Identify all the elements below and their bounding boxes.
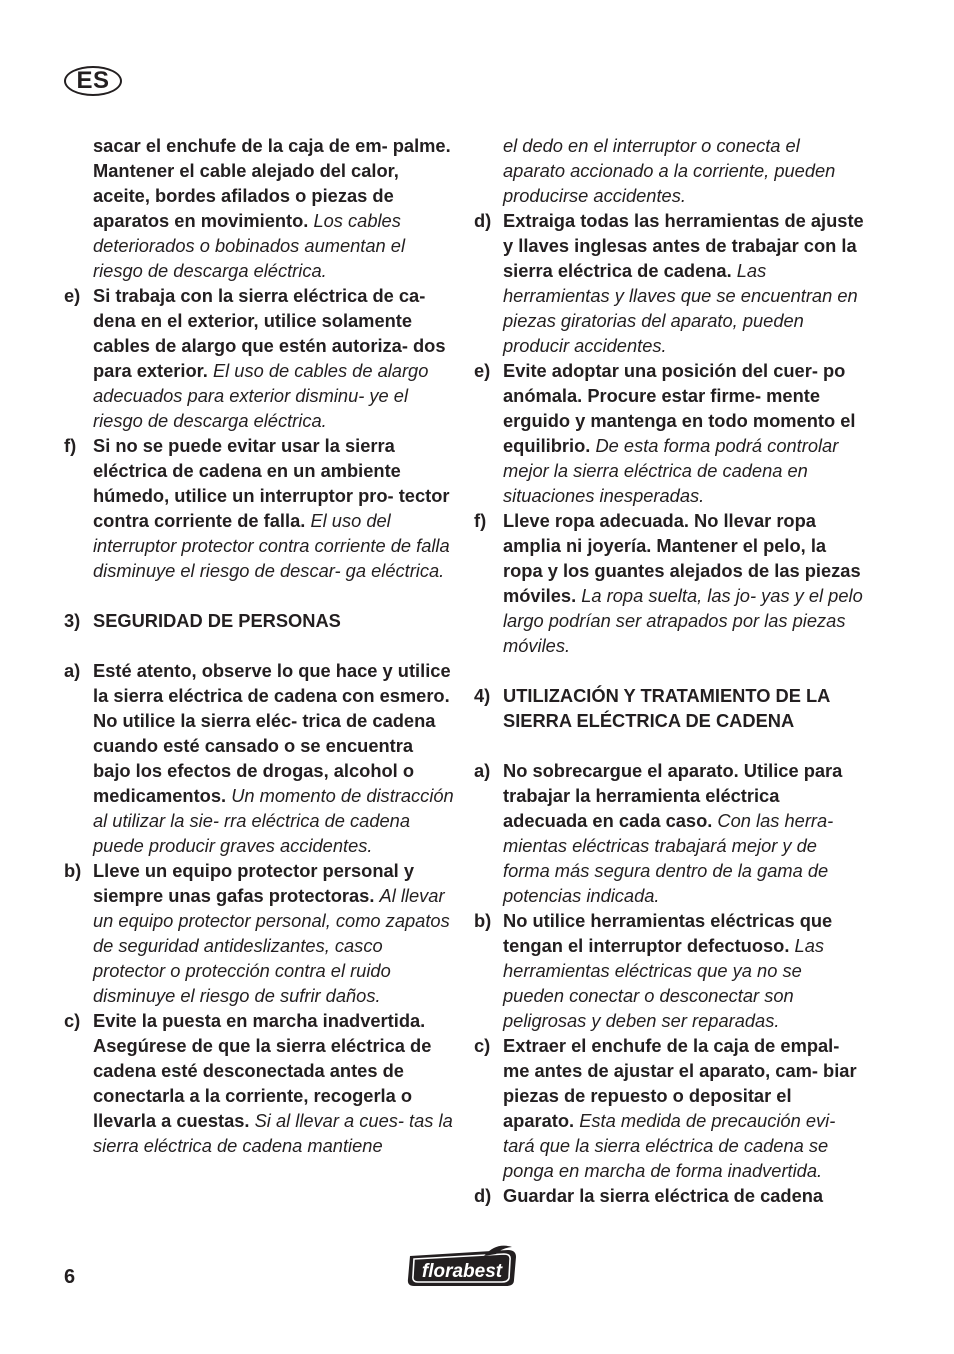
item-marker: c): [64, 1010, 81, 1031]
explanation-text: Si al llevar a cues- tas la sierra eléctrica de cadena mantiene: [93, 1110, 453, 1156]
section-number: 4): [474, 685, 491, 706]
item-marker: d): [474, 1185, 492, 1206]
explanation-text: De esta forma podrá controlar mejor la sierra eléctrica de cadena en situaciones inesperadas.: [503, 435, 839, 506]
explanation-text: Esta medida de precaución evi- tará que la sierra eléctrica de cadena se ponga en marcha de forma inadvertida.: [503, 1110, 836, 1181]
left-column: [64, 133, 454, 1158]
item-marker: e): [474, 360, 491, 381]
list-item-e: [64, 283, 454, 433]
instruction-text: Extraiga todas las herramientas de ajuste y llaves inglesas antes de trabajar con la sierra eléctrica de cadena.: [503, 210, 864, 281]
explanation-text: el dedo en el interruptor o conecta el aparato accionado a la corriente, pueden producirse accidentes.: [503, 135, 836, 206]
right-column: [474, 133, 866, 1208]
continuation-paragraph: [64, 133, 454, 283]
instruction-text: Evite la puesta en marcha inadvertida. Asegúrese de que la sierra eléctrica de cadena esté desconectada antes de conectarla a la corriente, recogerla o llevarla a cuestas.: [93, 1010, 432, 1131]
item-marker: f): [64, 435, 77, 456]
section-number: 3): [64, 610, 81, 631]
item-marker: b): [474, 910, 492, 931]
language-badge: ES: [64, 66, 122, 96]
instruction-text: No utilice herramientas eléctricas que tengan el interruptor defectuoso.: [503, 910, 833, 956]
list-item-f: [64, 433, 454, 583]
explanation-text: El uso de cables de alargo adecuados para exterior disminu- ye el riesgo de descarga eléctrica.: [93, 360, 429, 431]
explanation-text: El uso del interruptor protector contra corriente de falla disminuye el riesgo de descar- ga eléctrica.: [93, 510, 450, 581]
list-item-3e: [474, 358, 866, 508]
explanation-text: Los cables deteriorados o bobinados aumentan el riesgo de descarga eléctrica.: [93, 210, 406, 281]
explanation-text: La ropa suelta, las jo- yas y el pelo largo podrían ser atrapados por las piezas móviles.: [503, 585, 863, 656]
instruction-text: No sobrecargue el aparato. Utilice para trabajar la herramienta eléctrica adecuada en cada caso.: [503, 760, 843, 831]
explanation-text: Al llevar un equipo protector personal, como zapatos de seguridad antideslizantes, casco protector o protección contra el ruido disminuye el riesgo de sufrir daños.: [93, 885, 450, 1006]
section-title: UTILIZACIÓN Y TRATAMIENTO DE LA SIERRA ELÉCTRICA DE CADENA: [503, 685, 830, 731]
continuation-paragraph: [474, 133, 866, 208]
instruction-text: Guardar la sierra eléctrica de cadena: [503, 1185, 824, 1206]
explanation-text: Un momento de distracción al utilizar la sie- rra eléctrica de cadena puede producir graves accidentes.: [93, 785, 454, 856]
list-item-3a: [64, 658, 454, 858]
item-marker: d): [474, 210, 492, 231]
instruction-text: Lleve ropa adecuada. No llevar ropa amplia ni joyería. Mantener el pelo, la ropa y los guantes alejados de las piezas móviles.: [503, 510, 861, 606]
section-title: SEGURIDAD DE PERSONAS: [93, 610, 341, 631]
instruction-text: Si no se puede evitar usar la sierra eléctrica de cadena en un ambiente húmedo, utilice un interruptor pro- tector contra corriente de falla.: [93, 435, 450, 531]
item-marker: a): [474, 760, 491, 781]
item-marker: b): [64, 860, 82, 881]
instruction-text: Extraer el enchufe de la caja de empal- me antes de ajustar el aparato, cam- biar piezas de repuesto o depositar el aparato.: [503, 1035, 857, 1131]
list-item-3b: [64, 858, 454, 1008]
explanation-text: Con las herra- mientas eléctricas trabajará mejor y de forma más segura dentro de la gama de potencias indicada.: [503, 810, 834, 906]
list-item-4a: [474, 758, 866, 908]
page-number: 6: [64, 1266, 76, 1288]
item-marker: e): [64, 285, 81, 306]
item-marker: a): [64, 660, 81, 681]
item-marker: c): [474, 1035, 491, 1056]
instruction-text: sacar el enchufe de la caja de em- palme. Mantener el cable alejado del calor, aceite, bordes afilados o piezas de aparatos en movimiento.: [93, 135, 451, 231]
list-item-4c: [474, 1033, 866, 1183]
explanation-text: Las herramientas eléctricas que ya no se pueden conectar o desconectar son peligrosas y deben ser reparadas.: [503, 935, 825, 1031]
section-heading-3: [64, 608, 454, 633]
instruction-text: Lleve un equipo protector personal y siempre unas gafas protectoras.: [93, 860, 414, 906]
instruction-text: Si trabaja con la sierra eléctrica de ca- dena en el exterior, utilice solamente cables de alargo que estén autoriza- dos para exterior.: [93, 285, 446, 381]
list-item-3f: [474, 508, 866, 658]
florabest-logo: [404, 1244, 520, 1290]
explanation-text: Las herramientas y llaves que se encuentran en piezas giratorias del aparato, pueden producir accidentes.: [503, 260, 858, 356]
list-item-4b: [474, 908, 866, 1033]
list-item-3d: [474, 208, 866, 358]
item-marker: f): [474, 510, 487, 531]
list-item-4d: [474, 1183, 866, 1208]
list-item-3c: [64, 1008, 454, 1158]
section-heading-4: [474, 683, 866, 733]
svg-text:florabest: florabest: [421, 1261, 503, 1282]
instruction-text: Evite adoptar una posición del cuer- po anómala. Procure estar firme- mente erguido y mantenga en todo momento el equilibrio.: [503, 360, 856, 456]
instruction-text: Esté atento, observe lo que hace y utilice la sierra eléctrica de cadena con esmero. No utilice la sierra eléc- trica de cadena cuando esté cansado o se encuentra bajo los efectos de drogas, alcohol o medicamentos.: [93, 660, 451, 806]
